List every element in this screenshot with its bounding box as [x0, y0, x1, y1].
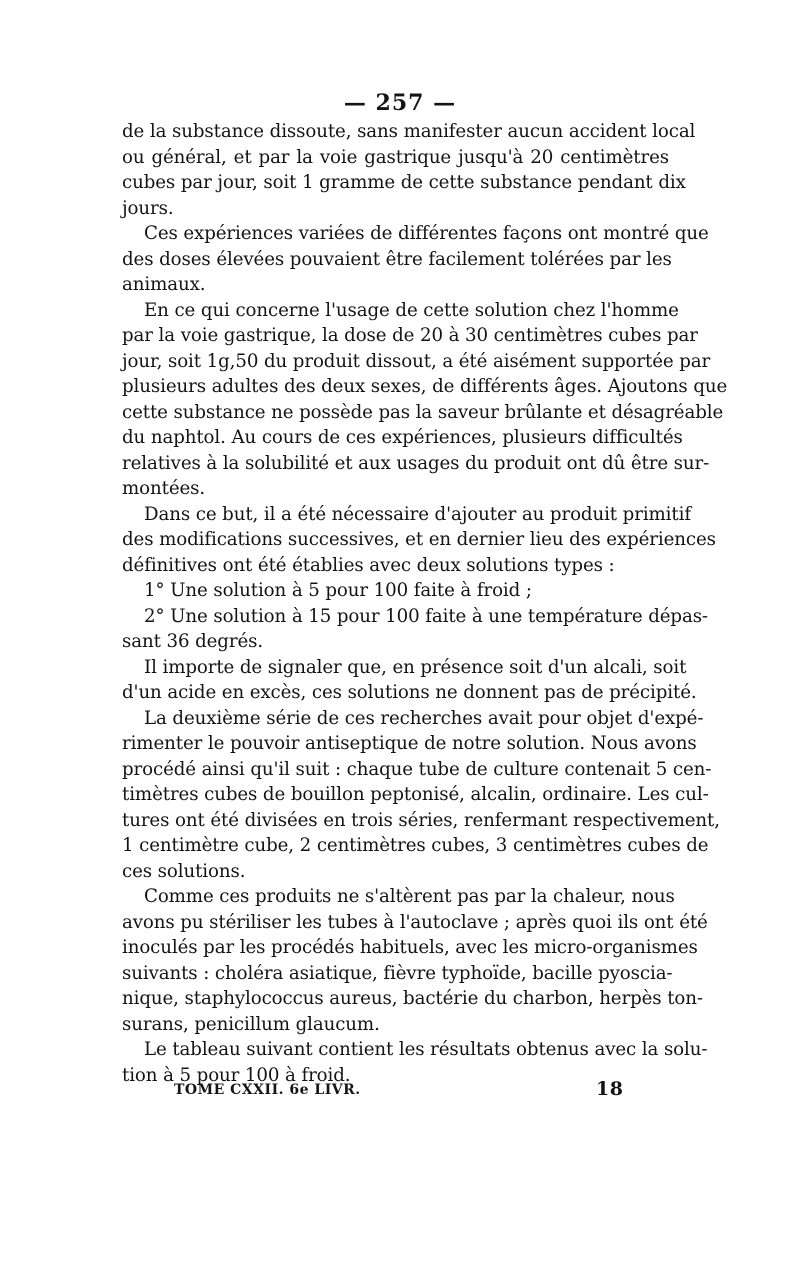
text-line: avons pu stériliser les tubes à l'autoclave ; après quoi ils ont été — [122, 911, 708, 933]
text-line: Dans ce but, il a été nécessaire d'ajouter au produit primitif — [144, 503, 691, 525]
text-line: des modifications successives, et en dernier lieu des expériences — [122, 529, 716, 550]
text-line: suivants : choléra asiatique, fièvre typhoïde, bacille pyoscia- — [122, 962, 673, 984]
text-line: inoculés par les procédés habituels, avec les micro-organismes — [122, 937, 698, 958]
sheet-number: 18 — [596, 1078, 624, 1100]
text-line: ou général, et par la voie gastrique jusqu'à 20 centimètres — [122, 146, 669, 168]
text-line: timètres cubes de bouillon peptonisé, alcalin, ordinaire. Les cul- — [122, 784, 709, 805]
text-line: jours. — [122, 197, 174, 219]
text-line: 1° Une solution à 5 pour 100 faite à froid ; — [144, 580, 532, 601]
text-line: tion à 5 pour 100 à froid. — [122, 1064, 351, 1086]
text-line: Le tableau suivant contient les résultats obtenus avec la solu- — [144, 1039, 708, 1060]
text-line: par la voie gastrique, la dose de 20 à 30 centimètres cubes par — [122, 325, 698, 346]
text-line: plusieurs adultes des deux sexes, de différents âges. Ajoutons que — [122, 376, 728, 397]
text-line: En ce qui concerne l'usage de cette solution chez l'homme — [144, 299, 679, 321]
text-line: du naphtol. Au cours de ces expériences, plusieurs difficultés — [122, 427, 683, 448]
text-line: tures ont été divisées en trois séries, renfermant respectivement, — [122, 809, 720, 831]
text-line: de la substance dissoute, sans manifester aucun accident local — [122, 121, 696, 142]
text-line: ces solutions. — [122, 860, 246, 882]
text-line: animaux. — [122, 274, 206, 295]
text-line: rimenter le pouvoir antiseptique de notre solution. Nous avons — [122, 733, 697, 754]
text-line: cette substance ne possède pas la saveur brûlante et désagréable — [122, 401, 724, 423]
text-line: sant 36 degrés. — [122, 631, 264, 652]
text-line: La deuxième série de ces recherches avait pour objet d'expé- — [144, 707, 704, 729]
text-line: montées. — [122, 478, 206, 499]
text-line: Il importe de signaler que, en présence soit d'un alcali, soit — [144, 656, 687, 678]
text-line: Comme ces produits ne s'altèrent pas par la chaleur, nous — [144, 886, 675, 907]
volume-signature: TOME CXXII. 6e LIVR. — [174, 1082, 361, 1098]
text-line: procédé ainsi qu'il suit : chaque tube de culture contenait 5 cen- — [122, 758, 712, 780]
body-text — [122, 119, 728, 1088]
text-line: des doses élevées pouvaient être facilement tolérées par les — [122, 248, 672, 270]
text-line: définitives ont été établies avec deux solutions types : — [122, 554, 615, 576]
text-line: relatives à la solubilité et aux usages du produit ont dû être sur- — [122, 452, 710, 474]
text-line: d'un acide en excès, ces solutions ne donnent pas de précipité. — [122, 682, 697, 703]
text-line: surans, penicillum glaucum. — [122, 1013, 380, 1035]
text-line: cubes par jour, soit 1 gramme de cette substance pendant dix — [122, 172, 686, 193]
text-line: Ces expériences variées de différentes façons ont montré que — [144, 223, 709, 244]
text-line: nique, staphylococcus aureus, bactérie du charbon, herpès ton- — [122, 988, 703, 1009]
text-line: 2° Une solution à 15 pour 100 faite à une température dépas- — [144, 605, 708, 627]
page-number: — 257 — — [343, 90, 457, 116]
text-line: 1 centimètre cube, 2 centimètres cubes, 3 centimètres cubes de — [122, 835, 709, 856]
text-line: jour, soit 1g,50 du produit dissout, a été aisément supportée par — [122, 350, 711, 372]
